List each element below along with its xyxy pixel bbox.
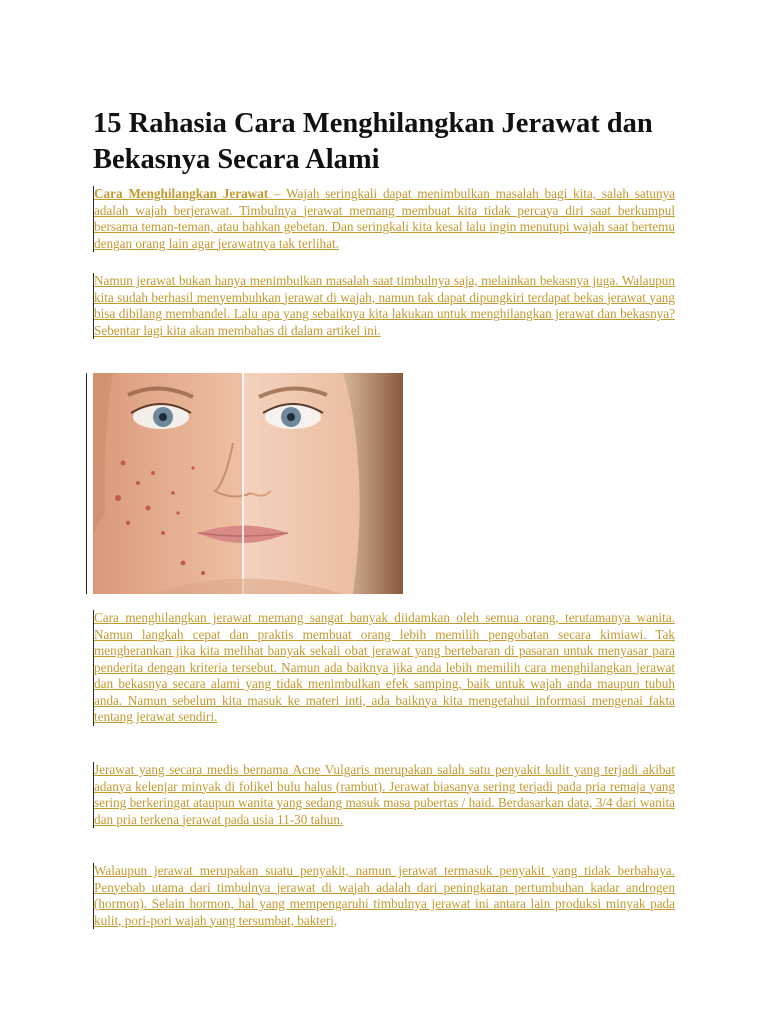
paragraph-3[interactable]: Cara menghilangkan jerawat memang sangat banyak diidamkan oleh semua orang, terutamanya wanita. Namun langkah cepat dan praktis membuat orang lebih memilih pengobatan secara kimiawi. Tak mengherankan jika kita melihat banyak sekali obat jerawat yang bertebaran di pasaran untuk menyasar para penderita dengan kriteria tersebut. Namun ada baiknya jika anda lebih memilih cara menghilangkan jerawat dan bekasnya secara alami yang tidak menimbulkan efek samping, baik untuk wajah anda maupun tubuh anda. Namun sebelum kita masuk ke materi inti, ada baiknya kita mengetahui informasi mengenai fakta tentang jerawat sendiri. (94, 610, 675, 724)
paragraph-4[interactable]: Jerawat yang secara medis bernama Acne Vulgaris merupakan salah satu penyakit kulit yang terjadi akibat adanya kelenjar minyak di folikel bulu halus (rambut). Jerawat biasanya sering terjadi pada pria remaja yang sering berkeringat ataupun wanita yang sedang masuk masa pubertas / haid. Berdasarkan data, 3/4 dari wanita dan pria terkena jerawat pada usia 11-30 tahun. (94, 762, 675, 827)
before-after-face-image (93, 373, 403, 594)
intro-text[interactable]: – Wajah seringkali dapat menimbulkan masalah bagi kita, salah satunya adalah wajah berjerawat. Timbulnya jerawat memang membuat kita tidak percaya diri saat berkumpul bersama teman-teman, atau bahkan gebetan. Dan seringkali kita kesal lalu ingin menutupi wajah saat bertemu dengan orang lain agar jerawatnya tak terlihat. (94, 186, 675, 251)
face-photo-graphic (93, 373, 403, 594)
paragraph-2[interactable]: Namun jerawat bukan hanya menimbulkan masalah saat timbulnya saja, melainkan bekasnya juga. Walaupun kita sudah berhasil menyembuhkan jerawat di wajah, namun tak dapat dipungkiri terdapat bekas jerawat yang bisa dibilang membandel. Lalu apa yang sebaiknya kita lakukan untuk menghilangkan jerawat dan bekasnya? Sebentar lagi kita akan membahas di dalam artikel ini. (94, 273, 675, 338)
article-title: 15 Rahasia Cara Menghilangkan Jerawat dan Bekasnya Secara Alami (93, 108, 653, 175)
figure-left-bar (86, 373, 87, 594)
paragraph-5[interactable]: Walaupun jerawat merupakan suatu penyakit, namun jerawat termasuk penyakit yang tidak berbahaya. Penyebab utama dari timbulnya jerawat di wajah adalah dari peningkatan pertumbuhan kadar androgen (hormon). Selain hormon, hal yang mempengaruhi timbulnya jerawat ini antara lain produksi minyak pada kulit, pori-pori wajah yang tersumbat, bakteri, (94, 863, 675, 928)
paragraph-intro[interactable] (93, 186, 675, 252)
intro-lead-link[interactable]: Cara Menghilangkan Jerawat (94, 186, 269, 201)
